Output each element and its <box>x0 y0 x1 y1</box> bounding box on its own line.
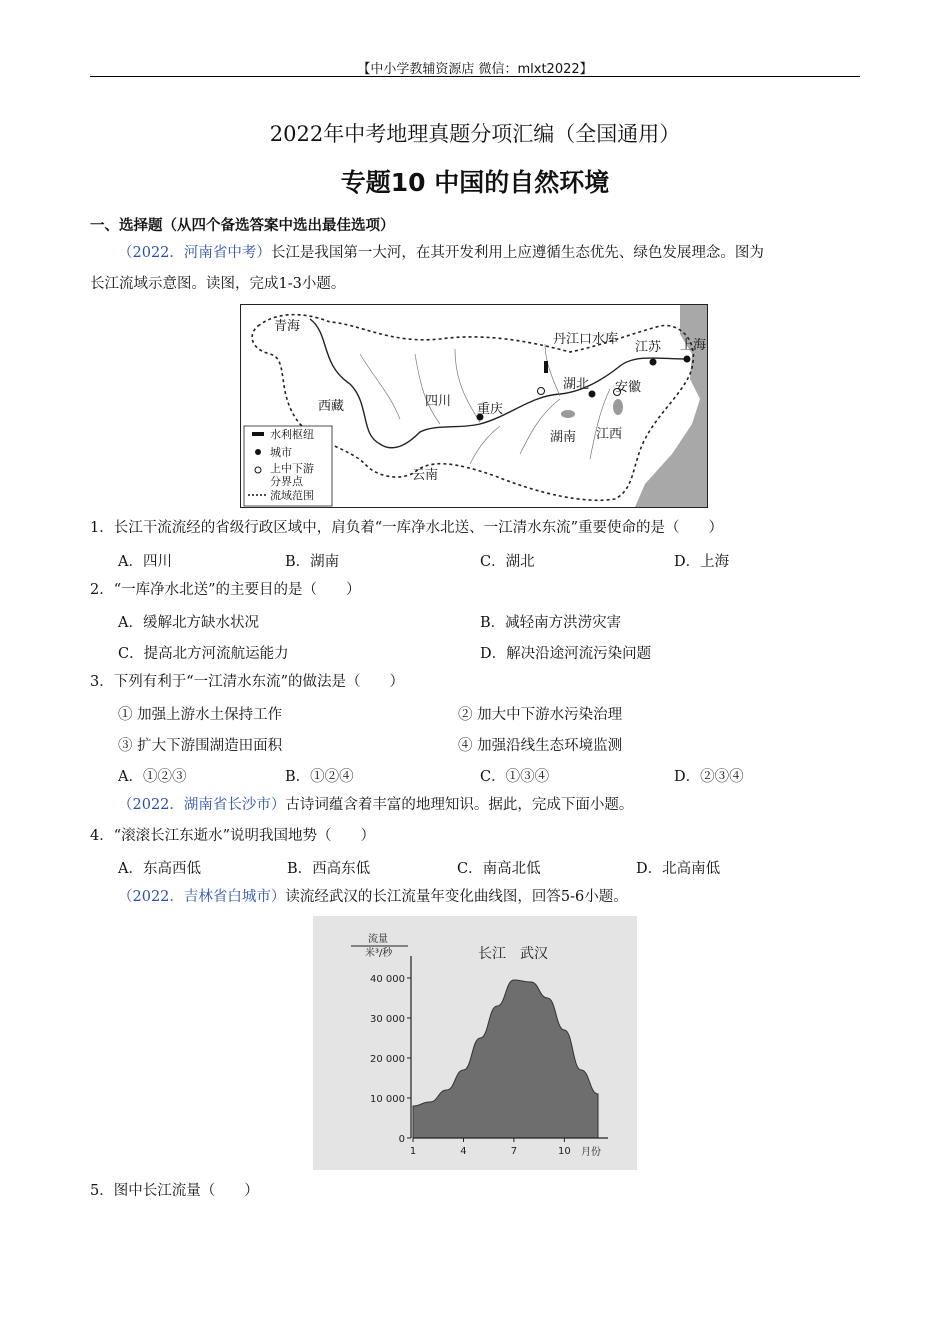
legend-dam: 水利枢纽 <box>270 428 314 441</box>
label-shanghai: 上海 <box>680 338 707 353</box>
label-hunan: 湖南 <box>550 430 577 445</box>
q2-option-a[interactable]: A．缓解北方缺水状况 <box>118 615 259 631</box>
chart-y-tick-label: 40 000 <box>370 974 405 985</box>
city-wuhan-icon <box>589 391 596 398</box>
intro-text: 古诗词蕴含着丰富的地理知识。据此，完成下面小题。 <box>285 797 634 813</box>
q4-option-a[interactable]: A．东高西低 <box>118 861 201 877</box>
q2-option-b[interactable]: B．减轻南方洪涝灾害 <box>480 615 622 631</box>
legend-city: 城市 <box>270 446 292 459</box>
q2-stem: 2．“一库净水北送”的主要目的是（ ） <box>90 582 361 598</box>
source-tag: （2022．河南省中考） <box>118 245 271 261</box>
q5-stem: 5．图中长江流量（ ） <box>90 1183 259 1199</box>
topic-title: 专题10 中国的自然环境 <box>340 168 610 197</box>
label-chongqing: 重庆 <box>477 402 504 417</box>
intro-text: 长江是我国第一大河，在其开发利用上应遵循生态优先、绿色发展理念。图为 <box>270 245 764 261</box>
q2-option-c[interactable]: C．提高北方河流航运能力 <box>118 646 289 662</box>
city-shanghai-icon <box>684 356 691 363</box>
q4-option-d[interactable]: D．北高南低 <box>636 861 721 877</box>
q3-item-1: ① 加强上游水土保持工作 <box>118 707 283 723</box>
q1-stem: 1．长江干流流经的省级行政区域中，肩负着“一库净水北送、一江清水东流”重要使命的是（ ） <box>90 520 724 536</box>
label-anhui: 安徽 <box>615 380 642 395</box>
yangtze-flow-chart <box>313 916 637 1170</box>
q2-option-d[interactable]: D．解决沿途河流污染问题 <box>480 646 652 662</box>
section-heading: 一、选择题（从四个备选答案中选出最佳选项） <box>90 218 395 234</box>
intro-text: 读流经武汉的长江流量年变化曲线图，回答5-6小题。 <box>285 889 628 905</box>
chart-y-tick-label: 0 <box>398 1134 405 1145</box>
legend-boundary-2: 分界点 <box>270 475 303 488</box>
header-rule <box>90 76 860 77</box>
source-tag: （2022．湖南省长沙市） <box>118 797 286 813</box>
legend-basin: 流域范围 <box>270 489 314 502</box>
q3-item-2: ② 加大中下游水污染治理 <box>458 707 623 723</box>
q3-item-3: ③ 扩大下游围湖造田面积 <box>118 738 283 754</box>
chart-x-tick-label: 10 <box>557 1146 571 1157</box>
boundary-point-icon <box>538 388 545 395</box>
label-qinghai: 青海 <box>274 319 301 334</box>
intro-3 <box>118 887 628 907</box>
q1-option-d[interactable]: D．上海 <box>674 554 730 570</box>
label-danjiangkou: 丹江口水库 <box>553 332 619 347</box>
label-jiangsu: 江苏 <box>635 340 662 355</box>
q3-option-b[interactable]: B．①②④ <box>285 769 354 785</box>
label-hubei: 湖北 <box>563 377 590 392</box>
danjiangkou-dam-icon <box>544 361 548 373</box>
chart-title: 长江 武汉 <box>478 946 548 962</box>
q4-stem: 4．“滚滚长江东逝水”说明我国地势（ ） <box>90 828 376 844</box>
chart-ylabel-unit: 米³/秒 <box>365 948 393 959</box>
label-xizang: 西藏 <box>318 399 345 414</box>
q3-item-4: ④ 加强沿线生态环境监测 <box>458 738 623 754</box>
label-yunnan: 云南 <box>412 468 439 483</box>
legend-boundary-1: 上中下游 <box>270 462 314 475</box>
document-title: 2022年中考地理真题分项汇编（全国通用） <box>269 122 681 146</box>
q1-option-c[interactable]: C．湖北 <box>480 554 535 570</box>
city-nanjing-icon <box>650 359 657 366</box>
intro-2 <box>118 795 633 815</box>
chart-y-tick-label: 10 000 <box>370 1094 405 1105</box>
intro-1-cont: 长江流域示意图。读图，完成1-3小题。 <box>90 276 346 292</box>
chart-ylabel-top: 流量 <box>368 934 388 945</box>
chart-xlabel: 月份 <box>581 1147 601 1158</box>
yangtze-basin-map <box>240 304 708 508</box>
label-jiangxi: 江西 <box>596 427 623 442</box>
q1-option-b[interactable]: B．湖南 <box>285 554 340 570</box>
chart-x-tick-label: 7 <box>510 1146 518 1157</box>
label-sichuan: 四川 <box>425 394 452 409</box>
chart-x-tick-label: 1 <box>409 1146 417 1157</box>
source-tag: （2022．吉林省白城市） <box>118 889 286 905</box>
chart-y-tick-label: 20 000 <box>370 1054 405 1065</box>
chart-y-tick-label: 30 000 <box>370 1014 405 1025</box>
map-legend <box>244 426 332 506</box>
chart-x-tick-label: 4 <box>460 1146 467 1157</box>
q3-stem: 3．下列有利于“一江清水东流”的做法是（ ） <box>90 674 405 690</box>
q4-option-b[interactable]: B．西高东低 <box>287 861 371 877</box>
q3-option-c[interactable]: C．①③④ <box>480 769 550 785</box>
q3-option-d[interactable]: D．②③④ <box>674 769 744 785</box>
q1-option-a[interactable]: A．四川 <box>118 554 172 570</box>
intro-1 <box>118 243 764 263</box>
page-header: 【中小学教辅资源店 微信：mlxt2022】 <box>357 62 593 77</box>
q4-option-c[interactable]: C．南高北低 <box>457 861 541 877</box>
q3-option-a[interactable]: A．①②③ <box>118 769 187 785</box>
